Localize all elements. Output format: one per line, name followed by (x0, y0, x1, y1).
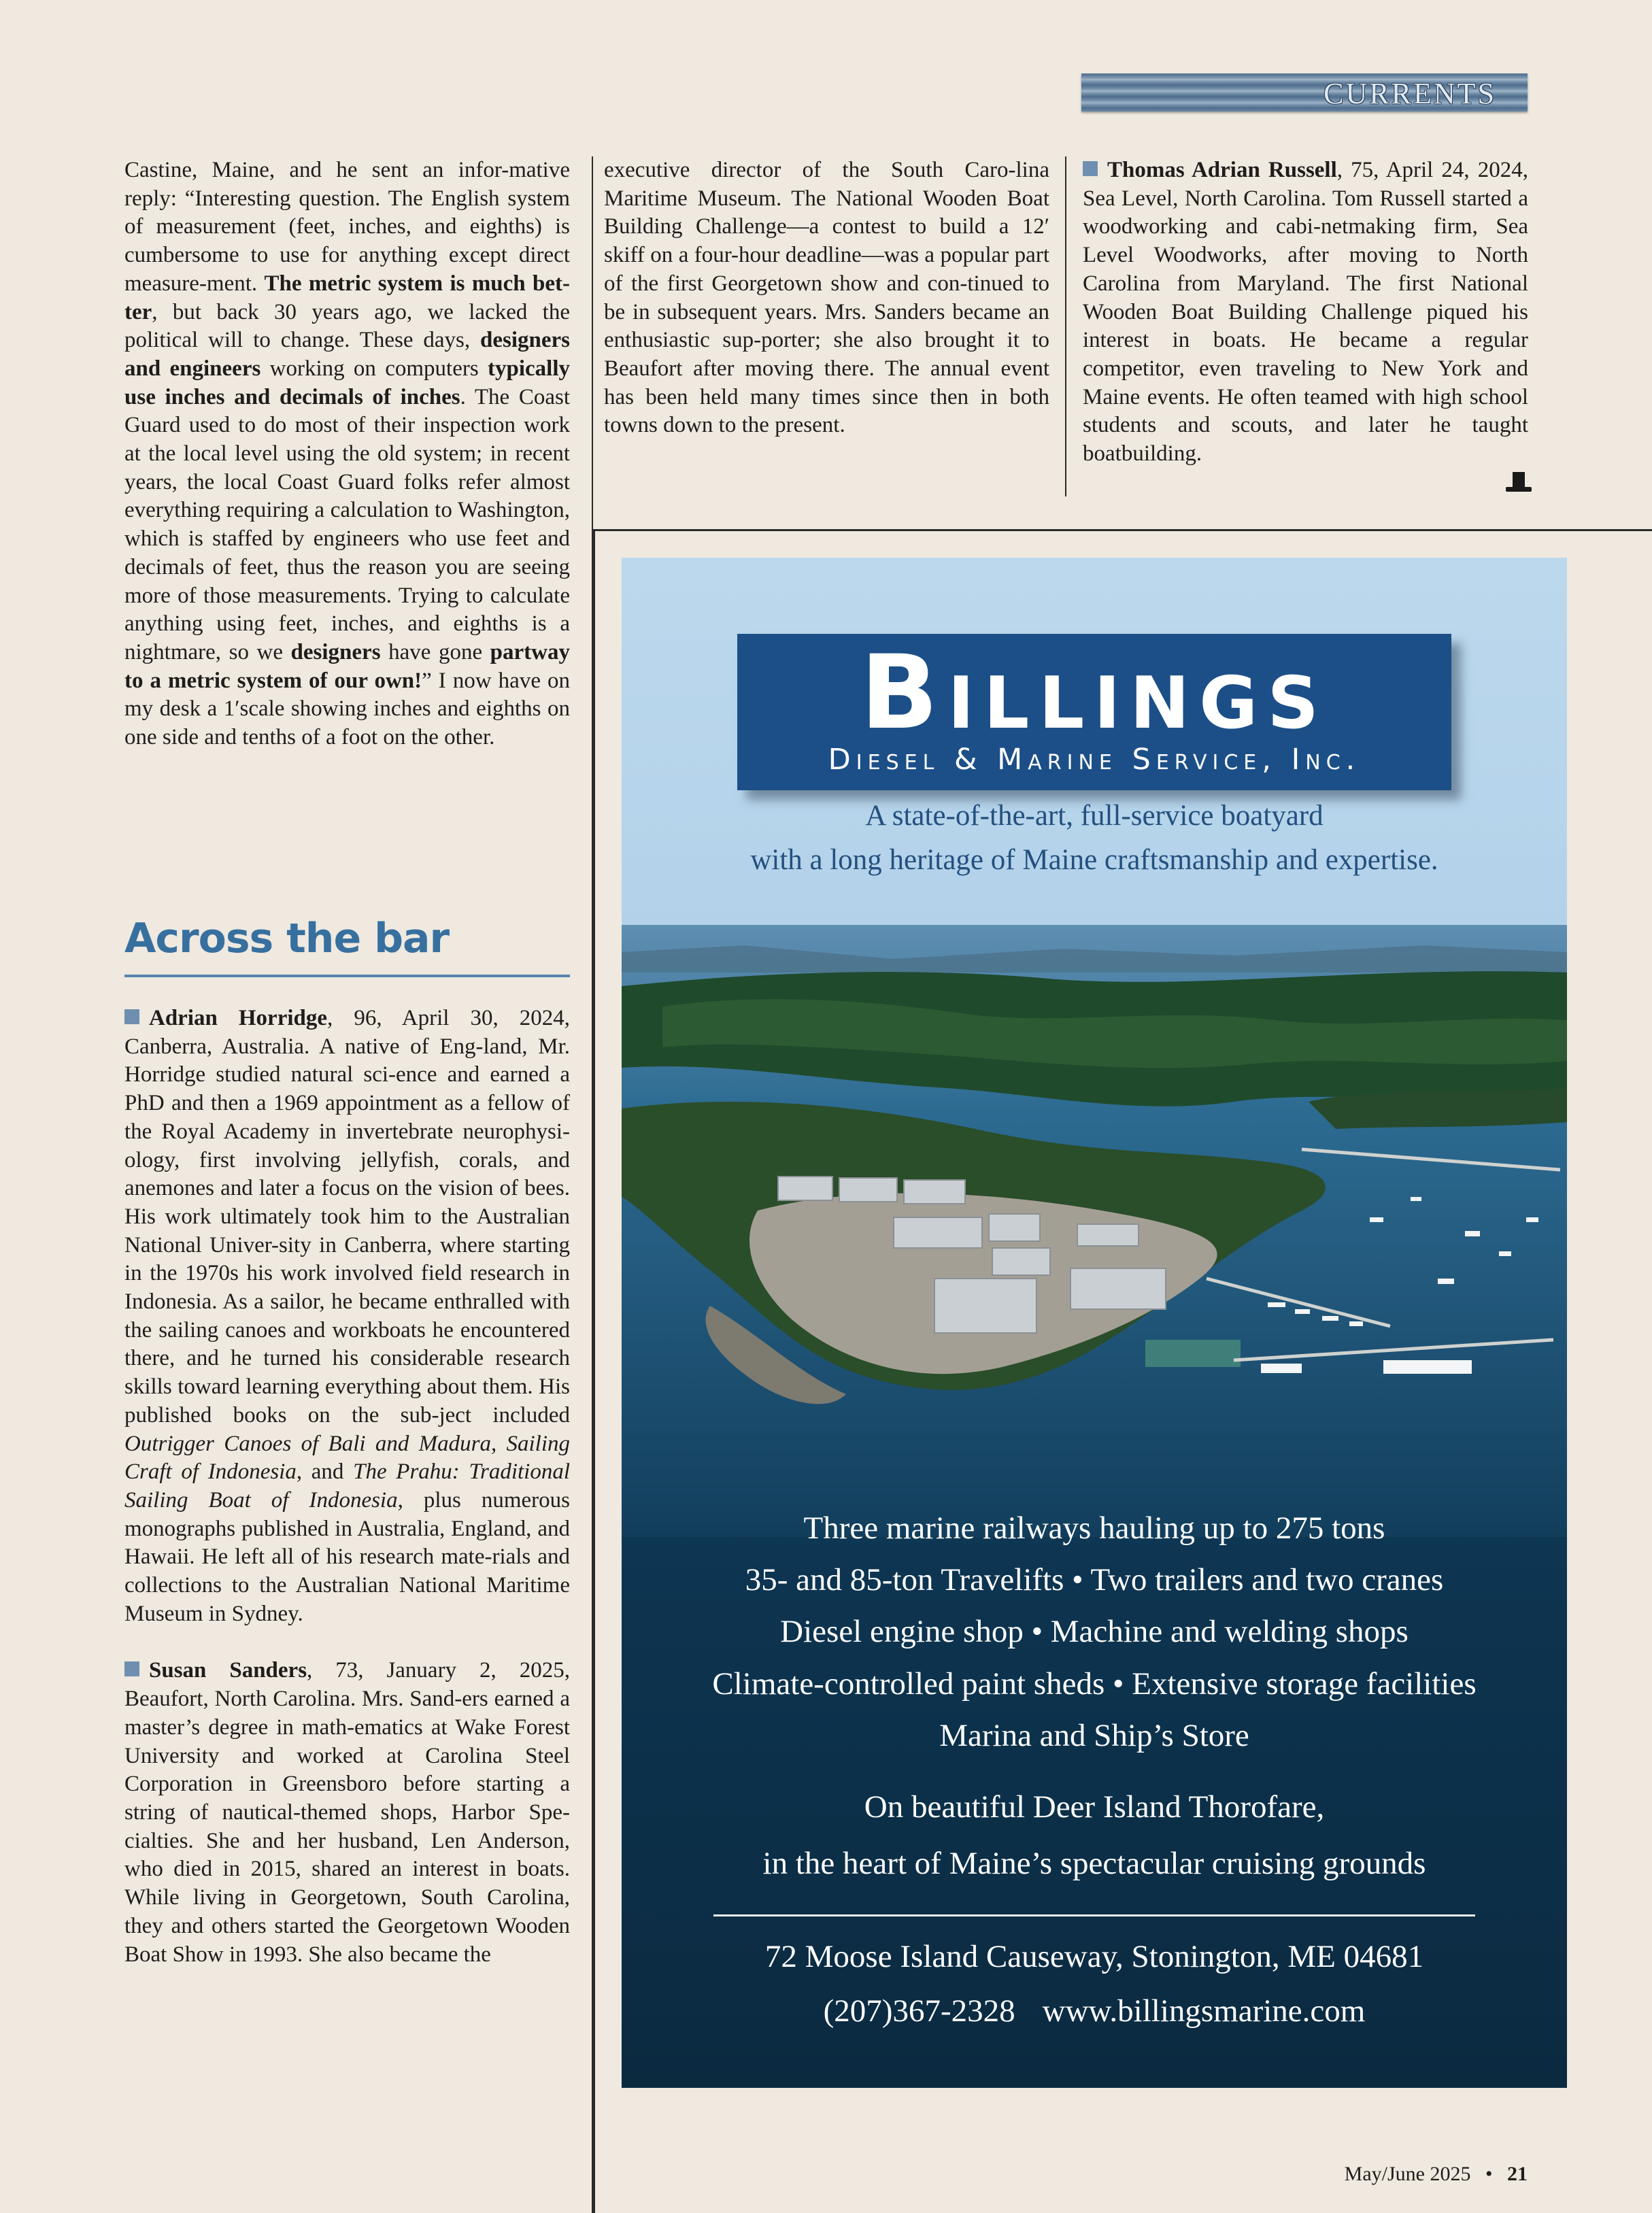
ad-divider (713, 1914, 1475, 1916)
ad-phone: (207)367-2328 (823, 1993, 1015, 2029)
bullet-square-icon (1083, 161, 1098, 176)
billings-advertisement (622, 558, 1567, 2088)
page-number: 21 (1507, 2163, 1528, 2185)
ad-website[interactable]: www.billingsmarine.com (1042, 1993, 1366, 2029)
page-footer (1345, 2163, 1528, 2186)
footer-separator: • (1485, 2163, 1493, 2185)
obituary-russell: Thomas Adrian Russell, 75, April 24, 2024, Sea Level, North Carolina. Tom Russell started a woodworking and cabi-netmaking firm, Sea Level Woodworks, after moving to North Carolina from Maryland. The first National Wooden Boat Building Challenge piqued his interest in boats. He became a regular competitor, even traveling to New York and Maine events. He often teamed with high school students and scouts, and later he taught boatbuilding. (1083, 158, 1528, 467)
section-banner-label: CURRENTS (1324, 77, 1496, 110)
ad-location-1: On beautiful Deer Island Thorofare, (864, 1789, 1325, 1825)
logo-subtitle: Diesel & Marine Service, Inc. (828, 743, 1361, 777)
aerial-boatyard-photo (622, 925, 1567, 1537)
issue-date: May/June 2025 (1344, 2163, 1471, 2185)
section-heading: Across the bar (124, 915, 450, 962)
sanders-continuation: executive director of the South Caro-lina Maritime Museum. The National Wooden Boat Building Challenge—a contest to build a 12′ skiff on a four-hour deadline—was a popular part of the first Georgetown show and con-tinued to be in subsequent years. Mrs. Sanders became an enthusiastic sup-porter; she also brought it to Beaufort after moving there. The annual event has been held many times since then in both towns down to the present. (604, 158, 1049, 438)
end-mark-hat-icon (1504, 471, 1533, 494)
ad-location-2: in the heart of Maine’s spectacular cruising grounds (762, 1846, 1426, 1881)
logo-name: Billings (860, 634, 1328, 752)
section-banner (1081, 73, 1528, 112)
bullet-square-icon (124, 1661, 139, 1676)
letter-continuation: Castine, Maine, and he sent an infor-mative reply: “Interesting question. The English system of measurement (feet, inches, and eighths) is cumbersome to use for anything except direct measure-ment. The metric system is much bet-ter, but back 30 years ago, we lacked the political will to change. These days, designers and engineers working on computers typically use inches and decimals of inches. The Coast Guard used to do most of their inspection work at the local level using the old system; in recent years, the local Coast Guard folks refer almost everything requiring a calculation to Washington, which is staffed by engineers who use feet and decimals of feet, thus the reason you are seeing more of those measurements. Trying to calculate anything using feet, inches, and eighths is a nightmare, so we designers have gone partway to a metric system of our own!” I now have on my desk a 1′scale showing inches and eighths on one side and tenths of a foot on the other. (124, 158, 571, 750)
bullet-square-icon (124, 1009, 139, 1024)
ad-tagline-1: A state-of-the-art, full-service boatyard (865, 800, 1324, 832)
ad-feature-4: Climate-controlled paint sheds • Extensive storage facilities (712, 1666, 1477, 1702)
billings-logo (737, 634, 1451, 790)
column-2 (604, 156, 1049, 440)
ad-feature-1: Three marine railways hauling up to 275 tons (803, 1510, 1385, 1546)
ad-feature-3: Diesel engine shop • Machine and welding shops (780, 1614, 1409, 1649)
ad-feature-5: Marina and Ship’s Store (939, 1718, 1249, 1753)
ad-feature-2: 35- and 85-ton Travelifts • Two trailers and two cranes (745, 1562, 1444, 1598)
column-1-obituaries (124, 1004, 570, 1969)
ad-address: 72 Moose Island Causeway, Stonington, ME 04681 (764, 1939, 1424, 1974)
obituary-horridge: Adrian Horridge, 96, April 30, 2024, Canberra, Australia. A native of Eng-land, Mr. Horridge studied natural sci-ence and earned a PhD and then a 1969 appointment as a fellow of the Royal Academy in invertebrate neurophysi-ology, first involving jellyfish, corals, and anemones and later a focus on the vision of bees. His work ultimately took him to the Australian National Univer-sity in Canberra, where starting in the 1970s his work involved field research in Indonesia. As a sailor, he became enthralled with the sailing canoes and workboats he encountered there, and he turned his considerable research skills toward learning everything about them. His published books on the sub-ject included Outrigger Canoes of Bali and Madura, Sailing Craft of Indonesia, and The Prahu: Traditional Sailing Boat of Indonesia, plus numerous monographs published in Australia, England, and Hawaii. He left all of his research mate-rials and collections to the Australian National Maritime Museum in Sydney. (124, 1006, 571, 1626)
ad-contact (622, 1993, 1567, 2029)
column-rule-2 (1065, 156, 1066, 496)
obituary-sanders: Susan Sanders, 73, January 2, 2025, Beaufort, North Carolina. Mrs. Sand-ers earned a master’s degree in math-ematics at Wake Forest University and worked at Carolina Steel Corporation in Greensboro before starting a string of nautical-themed shops, Harbor Spe-cialties. She and her husband, Len Anderson, who died in 2015, shared an interest in boats. While living in Georgetown, South Carolina, they and others started the Georgetown Wooden Boat Show in 1993. She also became the (124, 1658, 570, 1967)
column-1 (124, 156, 570, 752)
section-heading-rule (124, 975, 570, 977)
column-3 (1083, 156, 1528, 469)
ad-tagline-2: with a long heritage of Maine craftsmanship and expertise. (750, 844, 1438, 876)
